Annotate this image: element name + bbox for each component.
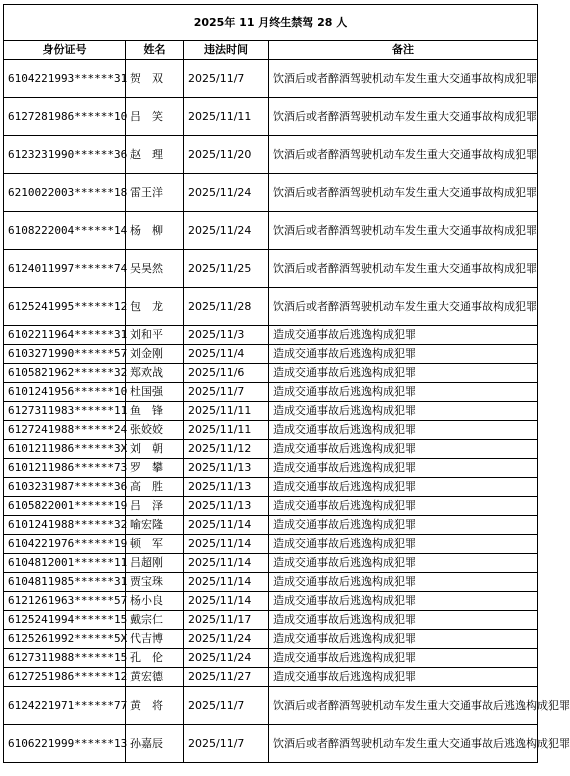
remark-cell: 饮酒后或者醉酒驾驶机动车发生重大交通事故构成犯罪 [269, 174, 538, 212]
id-cell: 6101241988******32 [4, 516, 126, 535]
id-cell: 6123231990******36 [4, 136, 126, 174]
name-cell: 黄 将 [126, 687, 184, 725]
remark-cell: 饮酒后或者醉酒驾驶机动车发生重大交通事故构成犯罪 [269, 250, 538, 288]
id-cell: 6125241995******12 [4, 288, 126, 326]
name-cell: 黄宏德 [126, 668, 184, 687]
table-row [4, 459, 538, 478]
date-cell: 2025/11/13 [184, 459, 269, 478]
remark-cell: 饮酒后或者醉酒驾驶机动车发生重大交通事故构成犯罪 [269, 60, 538, 98]
date-cell: 2025/11/24 [184, 630, 269, 649]
name-cell: 吕超刚 [126, 554, 184, 573]
name-cell: 刘和平 [126, 326, 184, 345]
name-cell: 郑欢战 [126, 364, 184, 383]
remark-cell: 造成交通事故后逃逸构成犯罪 [269, 345, 538, 364]
date-cell: 2025/11/25 [184, 250, 269, 288]
table-row [4, 383, 538, 402]
name-cell: 鱼 锋 [126, 402, 184, 421]
table-row [4, 288, 538, 326]
date-cell: 2025/11/11 [184, 402, 269, 421]
table-row [4, 440, 538, 459]
table-row [4, 136, 538, 174]
name-cell: 贾宝珠 [126, 573, 184, 592]
id-cell: 6127281986******10 [4, 98, 126, 136]
date-cell: 2025/11/14 [184, 554, 269, 573]
date-cell: 2025/11/13 [184, 497, 269, 516]
remark-cell: 造成交通事故后逃逸构成犯罪 [269, 421, 538, 440]
remark-cell: 饮酒后或者醉酒驾驶机动车发生重大交通事故构成犯罪 [269, 98, 538, 136]
name-cell: 孔 伦 [126, 649, 184, 668]
id-cell: 6124221971******77 [4, 687, 126, 725]
id-cell: 6101211986******3X [4, 440, 126, 459]
date-cell: 2025/11/7 [184, 60, 269, 98]
date-cell: 2025/11/27 [184, 668, 269, 687]
date-cell: 2025/11/4 [184, 345, 269, 364]
table-row [4, 573, 538, 592]
table-row [4, 250, 538, 288]
table-row [4, 212, 538, 250]
id-cell: 6101241956******10 [4, 383, 126, 402]
date-cell: 2025/11/20 [184, 136, 269, 174]
id-cell: 6124011997******74 [4, 250, 126, 288]
table-row [4, 649, 538, 668]
id-cell: 6210022003******18 [4, 174, 126, 212]
id-cell: 6125241994******15 [4, 611, 126, 630]
remark-cell: 饮酒后或者醉酒驾驶机动车发生重大交通事故后逃逸构成犯罪 [269, 725, 538, 763]
id-cell: 6127241988******24 [4, 421, 126, 440]
name-cell: 喻宏隆 [126, 516, 184, 535]
header-remark: 备注 [269, 41, 538, 60]
remark-cell: 造成交通事故后逃逸构成犯罪 [269, 649, 538, 668]
name-cell: 贺 双 [126, 60, 184, 98]
table-row [4, 687, 538, 725]
table-row [4, 421, 538, 440]
remark-cell: 饮酒后或者醉酒驾驶机动车发生重大交通事故构成犯罪 [269, 212, 538, 250]
remark-cell: 饮酒后或者醉酒驾驶机动车发生重大交通事故构成犯罪 [269, 136, 538, 174]
id-cell: 6121261963******57 [4, 592, 126, 611]
date-cell: 2025/11/24 [184, 649, 269, 668]
remark-cell: 造成交通事故后逃逸构成犯罪 [269, 497, 538, 516]
date-cell: 2025/11/7 [184, 725, 269, 763]
remark-cell: 造成交通事故后逃逸构成犯罪 [269, 668, 538, 687]
id-cell: 6104221993******31 [4, 60, 126, 98]
name-cell: 孙嘉辰 [126, 725, 184, 763]
id-cell: 6104811985******31 [4, 573, 126, 592]
date-cell: 2025/11/11 [184, 421, 269, 440]
table-row [4, 668, 538, 687]
date-cell: 2025/11/12 [184, 440, 269, 459]
table-row [4, 725, 538, 763]
remark-cell: 造成交通事故后逃逸构成犯罪 [269, 573, 538, 592]
name-cell: 刘 朝 [126, 440, 184, 459]
date-cell: 2025/11/3 [184, 326, 269, 345]
remark-cell: 造成交通事故后逃逸构成犯罪 [269, 516, 538, 535]
id-cell: 6104812001******11 [4, 554, 126, 573]
table-row [4, 592, 538, 611]
date-cell: 2025/11/7 [184, 383, 269, 402]
table-row [4, 345, 538, 364]
name-cell: 刘金刚 [126, 345, 184, 364]
ban-list-table [3, 4, 570, 763]
id-cell: 6103231987******36 [4, 478, 126, 497]
table-row [4, 478, 538, 497]
date-cell: 2025/11/14 [184, 535, 269, 554]
table-row [4, 497, 538, 516]
table-row [4, 611, 538, 630]
header-row [4, 41, 538, 60]
id-cell: 6104221976******19 [4, 535, 126, 554]
table-row [4, 516, 538, 535]
name-cell: 赵 理 [126, 136, 184, 174]
table-title: 2025年 11 月终生禁驾 28 人 [4, 5, 538, 41]
table-row [4, 402, 538, 421]
header-name: 姓名 [126, 41, 184, 60]
name-cell: 杨小良 [126, 592, 184, 611]
date-cell: 2025/11/28 [184, 288, 269, 326]
remark-cell: 造成交通事故后逃逸构成犯罪 [269, 440, 538, 459]
name-cell: 顿 军 [126, 535, 184, 554]
date-cell: 2025/11/14 [184, 516, 269, 535]
id-cell: 6102211964******31 [4, 326, 126, 345]
name-cell: 杨 柳 [126, 212, 184, 250]
date-cell: 2025/11/14 [184, 573, 269, 592]
date-cell: 2025/11/11 [184, 98, 269, 136]
header-date: 违法时间 [184, 41, 269, 60]
id-cell: 6105822001******19 [4, 497, 126, 516]
remark-cell: 造成交通事故后逃逸构成犯罪 [269, 554, 538, 573]
table-row [4, 60, 538, 98]
id-cell: 6125261992******5X [4, 630, 126, 649]
date-cell: 2025/11/14 [184, 592, 269, 611]
id-cell: 6127251986******12 [4, 668, 126, 687]
date-cell: 2025/11/13 [184, 478, 269, 497]
remark-cell: 造成交通事故后逃逸构成犯罪 [269, 535, 538, 554]
remark-cell: 造成交通事故后逃逸构成犯罪 [269, 326, 538, 345]
table-row [4, 364, 538, 383]
header-id: 身份证号 [4, 41, 126, 60]
remark-cell: 饮酒后或者醉酒驾驶机动车发生重大交通事故构成犯罪 [269, 288, 538, 326]
name-cell: 雷王洋 [126, 174, 184, 212]
name-cell: 吕 泽 [126, 497, 184, 516]
remark-cell: 造成交通事故后逃逸构成犯罪 [269, 364, 538, 383]
date-cell: 2025/11/24 [184, 174, 269, 212]
name-cell: 戴宗仁 [126, 611, 184, 630]
date-cell: 2025/11/17 [184, 611, 269, 630]
table-row [4, 98, 538, 136]
remark-cell: 造成交通事故后逃逸构成犯罪 [269, 459, 538, 478]
id-cell: 6127311983******11 [4, 402, 126, 421]
id-cell: 6127311988******15 [4, 649, 126, 668]
date-cell: 2025/11/6 [184, 364, 269, 383]
id-cell: 6101211986******73 [4, 459, 126, 478]
table-row [4, 174, 538, 212]
remark-cell: 造成交通事故后逃逸构成犯罪 [269, 592, 538, 611]
name-cell: 罗 攀 [126, 459, 184, 478]
remark-cell: 饮酒后或者醉酒驾驶机动车发生重大交通事故后逃逸构成犯罪 [269, 687, 538, 725]
remark-cell: 造成交通事故后逃逸构成犯罪 [269, 611, 538, 630]
id-cell: 6106221999******13 [4, 725, 126, 763]
remark-cell: 造成交通事故后逃逸构成犯罪 [269, 478, 538, 497]
id-cell: 6103271990******57 [4, 345, 126, 364]
date-cell: 2025/11/24 [184, 212, 269, 250]
name-cell: 张姣姣 [126, 421, 184, 440]
id-cell: 6108222004******14 [4, 212, 126, 250]
table-row [4, 554, 538, 573]
table-row [4, 535, 538, 554]
name-cell: 杜国强 [126, 383, 184, 402]
remark-cell: 造成交通事故后逃逸构成犯罪 [269, 630, 538, 649]
name-cell: 包 龙 [126, 288, 184, 326]
name-cell: 吕 笑 [126, 98, 184, 136]
id-cell: 6105821962******32 [4, 364, 126, 383]
table-row [4, 630, 538, 649]
name-cell: 代吉博 [126, 630, 184, 649]
date-cell: 2025/11/7 [184, 687, 269, 725]
name-cell: 吴昊然 [126, 250, 184, 288]
name-cell: 高 胜 [126, 478, 184, 497]
remark-cell: 造成交通事故后逃逸构成犯罪 [269, 383, 538, 402]
remark-cell: 造成交通事故后逃逸构成犯罪 [269, 402, 538, 421]
table-row [4, 326, 538, 345]
